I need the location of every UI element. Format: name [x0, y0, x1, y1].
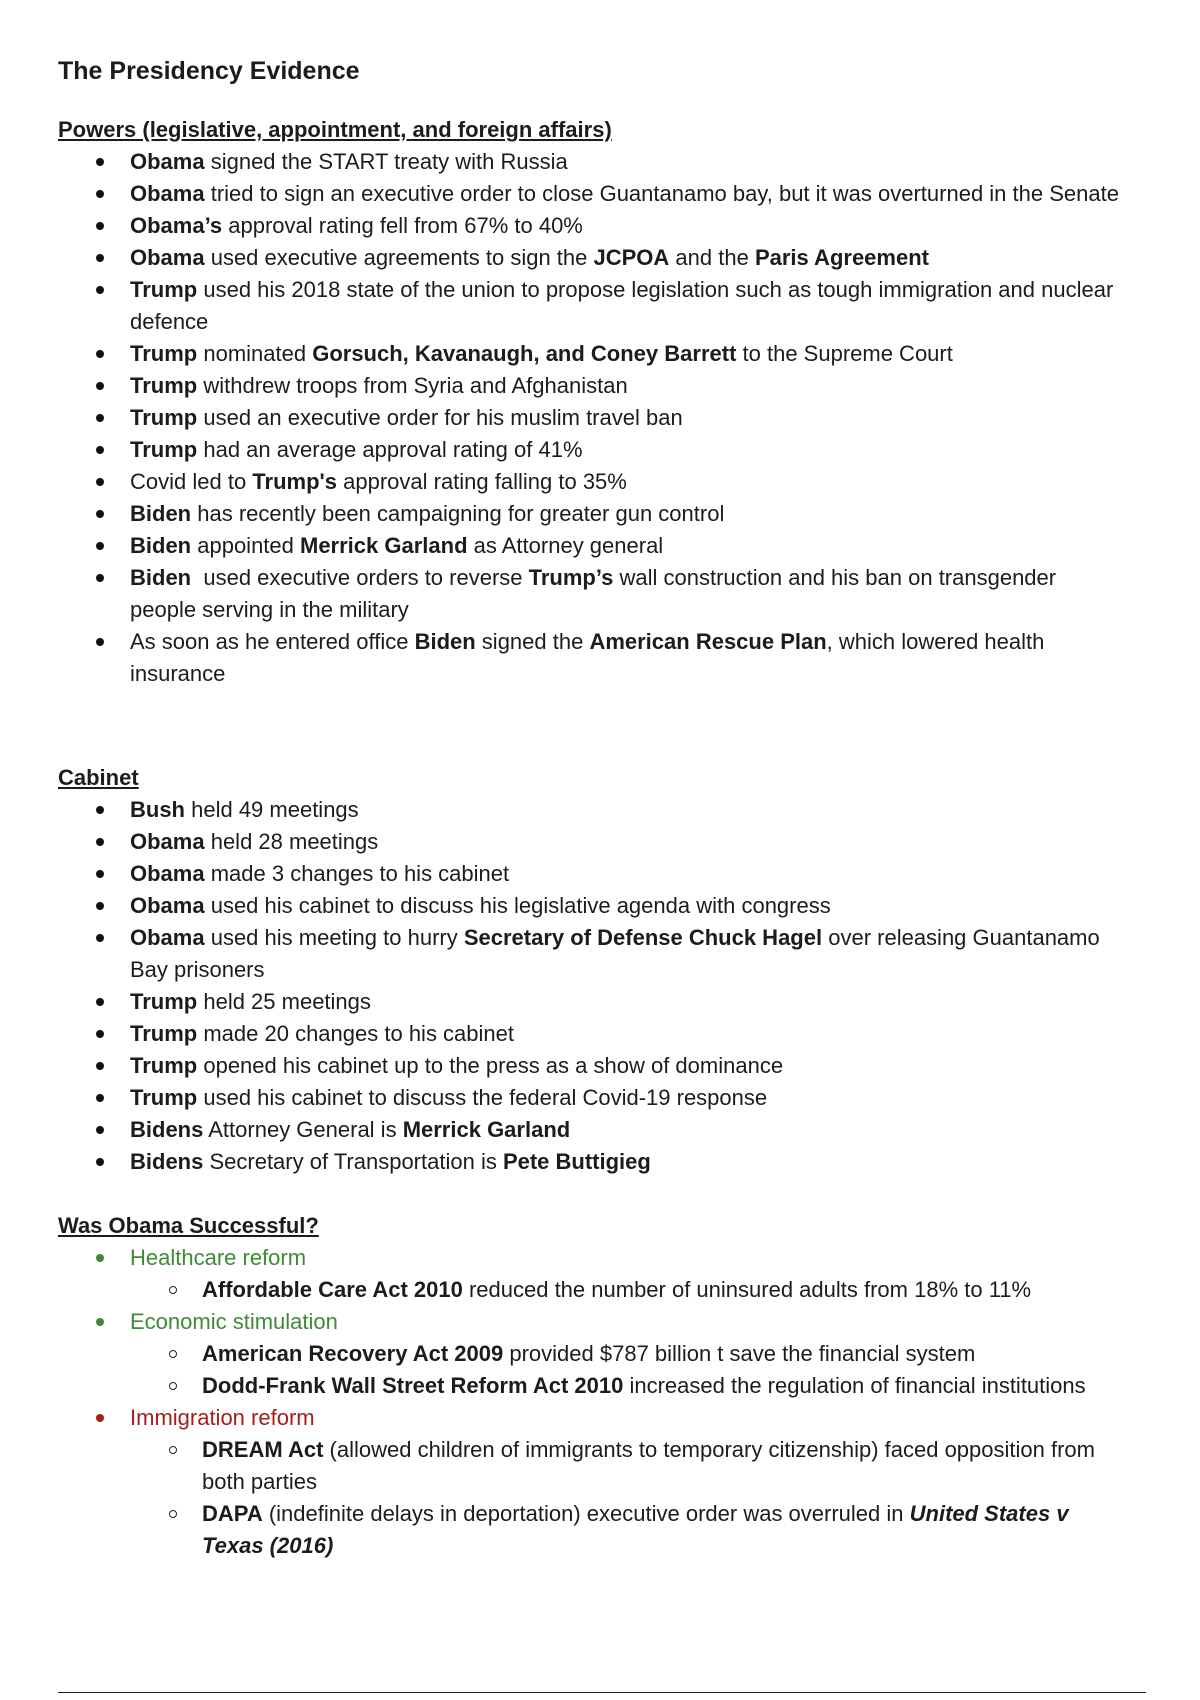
text-run: Covid led to [130, 469, 253, 494]
section-obama-success [58, 1210, 1158, 1562]
text-run: Paris Agreement [754, 245, 929, 270]
list-item [58, 210, 1158, 242]
text-run: held 28 meetings [204, 829, 379, 854]
text-run: made 3 changes to his cabinet [204, 861, 510, 886]
text-run: DAPA [202, 1501, 263, 1526]
section-powers [58, 114, 1158, 690]
text-run: Obama [130, 861, 205, 886]
bullet-icon [96, 350, 104, 358]
sub-list [58, 1338, 1158, 1402]
footer-divider [58, 1692, 1146, 1693]
sub-list-wrapper [58, 1434, 1158, 1562]
hollow-bullet-icon [169, 1446, 177, 1454]
text-run: opened his cabinet up to the press as a show of dominance [197, 1053, 784, 1078]
hollow-bullet-icon [169, 1510, 177, 1518]
topic-item [58, 1242, 1158, 1274]
text-run: JCPOA [593, 245, 670, 270]
text-run: Affordable Care Act 2010 [202, 1277, 463, 1302]
text-run: used his cabinet to discuss his legislative agenda with congress [204, 893, 831, 918]
text-run: tried to sign an executive order to close Guantanamo bay, but it was overturned in the Senate [204, 181, 1119, 206]
topic-label: Immigration reform [130, 1405, 315, 1430]
text-run: Trump [130, 989, 198, 1014]
text-run: American Rescue Plan [589, 629, 827, 654]
bullet-icon [96, 222, 104, 230]
text-run: , which lowered health insurance [130, 629, 1051, 686]
list-item [58, 890, 1158, 922]
list-item [58, 530, 1158, 562]
section-heading-powers: Powers (legislative, appointment, and foreign affairs) [58, 117, 612, 142]
sub-list-wrapper [58, 1274, 1158, 1306]
list-item [58, 1114, 1158, 1146]
bullet-icon [96, 1030, 104, 1038]
page-title: The Presidency Evidence [58, 57, 360, 85]
bullet-icon [96, 1254, 104, 1262]
text-run: Trump [130, 373, 198, 398]
text-run: Bidens [130, 1149, 204, 1174]
list-item [58, 1050, 1158, 1082]
bullet-icon [96, 1318, 104, 1326]
text-run: wall construction and his ban on transgender people serving in the military [130, 565, 1063, 622]
hollow-bullet-icon [169, 1350, 177, 1358]
obama-groups-list [58, 1242, 1158, 1562]
text-run: Trump [130, 1053, 198, 1078]
text-run: Secretary of Transportation is [203, 1149, 503, 1174]
list-item [58, 466, 1158, 498]
text-run: to the Supreme Court [736, 341, 953, 366]
cabinet-list [58, 794, 1158, 1178]
text-run: nominated [197, 341, 313, 366]
text-run: Attorney General is [203, 1117, 403, 1142]
text-run: Trump [130, 1085, 198, 1110]
list-item [58, 1018, 1158, 1050]
hollow-bullet-icon [169, 1286, 177, 1294]
text-run: used his meeting to hurry [204, 925, 464, 950]
text-run: Secretary of Defense Chuck Hagel [463, 925, 823, 950]
list-item [58, 434, 1158, 466]
bullet-icon [96, 838, 104, 846]
bullet-icon [96, 446, 104, 454]
sub-list-item [58, 1338, 1158, 1370]
sub-list-wrapper [58, 1338, 1158, 1402]
bullet-icon [96, 478, 104, 486]
sub-list [58, 1274, 1158, 1306]
bullet-icon [96, 1094, 104, 1102]
text-run: used executive agreements to sign the [204, 245, 594, 270]
sub-list-item [58, 1274, 1158, 1306]
bullet-icon [96, 414, 104, 422]
text-run: Dodd-Frank Wall Street Reform Act 2010 [202, 1373, 624, 1398]
sub-list-item [58, 1498, 1158, 1562]
text-run: Trump [130, 437, 198, 462]
text-run: American Recovery Act 2009 [202, 1341, 504, 1366]
bullet-icon [96, 934, 104, 942]
text-run: Biden [130, 501, 192, 526]
list-item [58, 146, 1158, 178]
text-run: Obama [130, 149, 205, 174]
text-run: Pete Buttigieg [502, 1149, 651, 1174]
text-run: has recently been campaigning for greater gun control [191, 501, 725, 526]
text-run: approval rating falling to 35% [337, 469, 627, 494]
list-item [58, 338, 1158, 370]
list-item [58, 986, 1158, 1018]
text-run: Trump’s [528, 565, 614, 590]
text-run: As soon as he entered office [130, 629, 415, 654]
bullet-icon [96, 870, 104, 878]
topic-item [58, 1402, 1158, 1434]
text-run: withdrew troops from Syria and Afghanistan [197, 373, 628, 398]
list-item [58, 562, 1158, 626]
list-item [58, 922, 1158, 986]
text-run: signed the [475, 629, 590, 654]
text-run: Obama [130, 245, 205, 270]
list-item [58, 1146, 1158, 1178]
list-item [58, 794, 1158, 826]
text-run: used executive orders to reverse [191, 565, 529, 590]
bullet-icon [96, 1062, 104, 1070]
text-run: Trump [130, 341, 198, 366]
bullet-icon [96, 254, 104, 262]
text-run: used his 2018 state of the union to propose legislation such as tough immigration and nuclear defence [130, 277, 1120, 334]
text-run: approval rating fell from 67% to 40% [222, 213, 583, 238]
section-cabinet [58, 762, 1158, 1178]
list-item [58, 826, 1158, 858]
bullet-icon [96, 510, 104, 518]
text-run: Merrick Garland [402, 1117, 571, 1142]
sub-list-item [58, 1370, 1158, 1402]
text-run: used his cabinet to discuss the federal Covid-19 response [197, 1085, 768, 1110]
list-item [58, 626, 1158, 690]
text-run: held 49 meetings [185, 797, 359, 822]
text-run: provided $787 billion t save the financial system [503, 1341, 976, 1366]
text-run: over releasing Guantanamo Bay prisoners [130, 925, 1106, 982]
text-run: Obama’s [130, 213, 223, 238]
list-item [58, 1082, 1158, 1114]
bullet-icon [96, 1126, 104, 1134]
bullet-icon [96, 1158, 104, 1166]
text-run: and the [669, 245, 755, 270]
section-heading-obama: Was Obama Successful? [58, 1213, 319, 1238]
text-run: made 20 changes to his cabinet [197, 1021, 514, 1046]
text-run: Bidens [130, 1117, 204, 1142]
text-run: appointed [191, 533, 300, 558]
text-run: (allowed children of immigrants to temporary citizenship) faced opposition from both parties [202, 1437, 1102, 1494]
text-run: (indefinite delays in deportation) executive order was overruled in [262, 1501, 910, 1526]
text-run: Biden [414, 629, 476, 654]
list-item [58, 858, 1158, 890]
text-run: used an executive order for his muslim travel ban [197, 405, 683, 430]
bullet-icon [96, 638, 104, 646]
bullet-icon [96, 806, 104, 814]
text-run: reduced the number of uninsured adults from 18% to 11% [462, 1277, 1032, 1302]
text-run: Trump's [252, 469, 337, 494]
bullet-icon [96, 998, 104, 1006]
bullet-icon [96, 190, 104, 198]
text-run: Obama [130, 893, 205, 918]
bullet-icon [96, 382, 104, 390]
list-item [58, 274, 1158, 338]
list-item [58, 242, 1158, 274]
text-run: had an average approval rating of 41% [197, 437, 583, 462]
text-run: United States v Texas (2016) [202, 1501, 1075, 1558]
bullet-icon [96, 1414, 104, 1422]
list-item [58, 178, 1158, 210]
text-run: increased the regulation of financial institutions [623, 1373, 1086, 1398]
text-run: Trump [130, 1021, 198, 1046]
bullet-icon [96, 902, 104, 910]
text-run: Bush [130, 797, 185, 822]
list-item [58, 402, 1158, 434]
text-run: Obama [130, 829, 205, 854]
text-run: Gorsuch, Kavanaugh, and Coney Barrett [312, 341, 737, 366]
hollow-bullet-icon [169, 1382, 177, 1390]
bullet-icon [96, 574, 104, 582]
text-run: Obama [130, 181, 205, 206]
sub-list-item [58, 1434, 1158, 1498]
text-run: DREAM Act [202, 1437, 324, 1462]
text-run: Trump [130, 277, 198, 302]
bullet-icon [96, 542, 104, 550]
powers-list [58, 146, 1158, 690]
topic-label: Healthcare reform [130, 1245, 307, 1270]
text-run: as Attorney general [467, 533, 664, 558]
section-heading-cabinet: Cabinet [58, 765, 139, 790]
topic-label: Economic stimulation [130, 1309, 338, 1334]
text-run: signed the START treaty with Russia [204, 149, 568, 174]
bullet-icon [96, 286, 104, 294]
text-run: Obama [130, 925, 205, 950]
list-item [58, 498, 1158, 530]
text-run: Biden [130, 565, 192, 590]
text-run: Trump [130, 405, 198, 430]
list-item [58, 370, 1158, 402]
sub-list [58, 1434, 1158, 1562]
bullet-icon [96, 158, 104, 166]
topic-item [58, 1306, 1158, 1338]
text-run: held 25 meetings [197, 989, 371, 1014]
text-run: Merrick Garland [300, 533, 468, 558]
text-run: Biden [130, 533, 192, 558]
